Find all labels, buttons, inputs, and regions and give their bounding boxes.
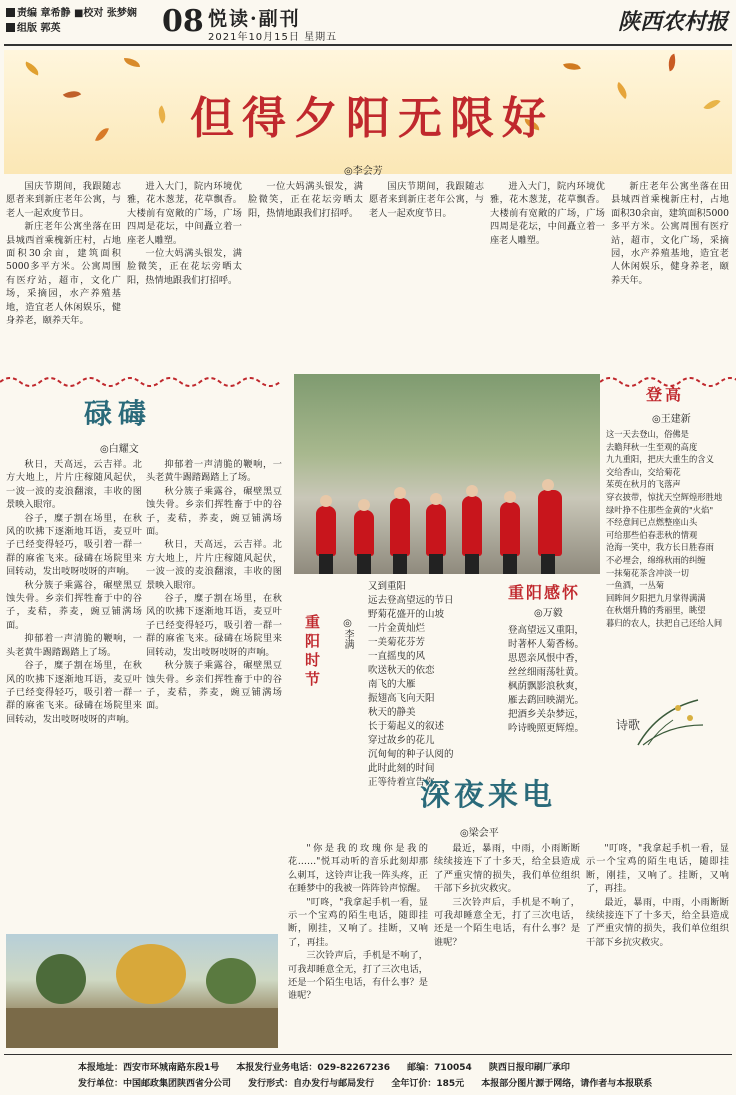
chongyang-poem: 又到重阳 远去登高望远的节日 野菊花盛开的山坡 一片金黄灿烂 一美菊花芬芳 一直摇曳的风 吹送秋天的依恋 南飞的大雁 振翅高飞向天阳 秋天的静美 长于菊起义的叙述 穿过故乡的花儿 沉甸甸的种子认阅的 此时此刻的时间 正等待着宣告你: [368, 581, 454, 788]
ganhuai-poem: 登高望远又重阳， 时著杯人菊香杨。 思恩亲风恨中香， 丝丝细雨荡牡黄。 枫荫飘影浪秋爽， 雁去鹞回映湖光。 把酒乡关杂梦远， 吟诗晚照更辉煌。: [508, 625, 585, 734]
ganhuai-title: 重阳感怀: [508, 583, 581, 602]
header-rule: [4, 44, 732, 46]
feature-column-2: 进入大门，院内环境优雅，花木葱茏，花草飘香。大楼前有宽敞的广场，广场四周是花坛，中间矗立着一座老人雕塑。 一位大妈满头银发，满脸微笑，正在花坛旁晒太阳，热情地跟我们打招呼。: [127, 181, 242, 286]
section-title: 悦读·副刊: [208, 8, 301, 30]
square-icon: [6, 8, 15, 17]
feature-title: 但得夕阳无限好: [190, 93, 554, 144]
deep-night-column-3: "叮咚，"我拿起手机一看，显示一个宝鸡的陌生电话，随即挂断，刚挂，又响了。挂断，又响了，再挂。 最近，暴雨，中雨，小雨断断续续接连下了十多天，给全县造成了严重灾情的损失，我们单位组织干部下乡抗灾救灾。: [586, 843, 729, 948]
feature-column-3: 一位大妈满头银发，满脸微笑，正在花坛旁晒太阳，热情地跟我们打招呼。: [248, 181, 363, 219]
feature-column-1: 国庆节期间，我跟随志愿者来到新庄老年公寓，与老人一起欢度节日。 新庄老年公寓坐落在田县城西首乘槐新庄村，占地面积30余亩，建筑面积5000多平方米。公寓周围有医疗站，超市，文化广场，采摘园，水产养殖基地，造宜老人休闲娱乐，健身养老，颐养天年。: [6, 181, 121, 327]
feature-byline: ◎李会芳: [344, 166, 383, 177]
brick-column-2: 抑郁着一声清脆的鞭响，一头老黄牛踢踏踢踏上了场。 秋分簇子乘露谷，碾壁黑豆蚀失骨。乡亲们挥牲畜于中的谷子，麦秸，荞麦，豌豆铺满场面。 秋日，天高远，云吉祥。北方大地上，片片庄稼随风起伏，一波一波的麦浪翻滚，丰收的图景映入眼帘。 谷子，糜子割在场里，在秋风的吹拂下逐渐地耳语，麦豆叶子已经变得轻巧，吸引着一群一群的麻雀飞来。碌碡在场院里来回转动，发出吱呀吱呀的声响。 秋分簇子乘露谷，碾壁黑豆蚀失骨。乡亲们挥牲畜于中的谷子，麦秸，荞麦，豌豆铺满场面。: [146, 459, 282, 712]
chongyang-title: 重阳时节: [303, 614, 321, 690]
feature-column-4: 国庆节期间，我跟随志愿者来到新庄老年公寓，与老人一起欢度节日。: [369, 181, 484, 219]
square-icon: [6, 23, 15, 32]
elderly-exercise-photo: [294, 374, 600, 574]
denggao-byline: ◎王建新: [652, 414, 691, 425]
chongyang-byline: ◎李满: [342, 618, 353, 649]
footer: 本报地址：西安市环城南路东段1号 本报发行业务电话：029-82267236 邮编：710054 陕西日报印刷厂承印 发行单位：中国邮政集团陕西省分公司 发行形式：自办发行与邮局发行 全年订价：185元 本报部分图片源于网络，请作者与本报联系: [78, 1063, 653, 1089]
deep-night-column-1: "你是我的玫瑰你是我的花……"悦耳动听的音乐此刻却那么刺耳，这铃声让我一阵头疼，正在睡梦中的我被一阵阵铃声惊醒。 "叮咚，"我拿起手机一看，显示一个宝鸡的陌生电话，随即挂断，刚挂，又响了。挂断，又响了，再挂。 三次铃声后，手机是不响了，可我却睡意全无，打了三次电话，还是一个陌生电话，有什么事？是谁呢？: [288, 843, 428, 1002]
issue-date: 2021年10月15日 星期五: [208, 32, 338, 43]
deep-night-column-2: 最近，暴雨，中雨，小雨断断续续接连下了十多天，给全县造成了严重灾情的损失，我们单位组织干部下乡抗灾救灾。 三次铃声后，手机是不响了，可我却睡意全无，打了三次电话，还是一个陌生电话，有什么事？是谁呢？: [434, 843, 580, 948]
editor-credits: 责编 章希静 ■校对 张梦娴 组版 郭英: [6, 6, 137, 36]
poetry-tag: 诗歌: [616, 718, 641, 732]
brick-title: 碌碡: [84, 397, 153, 430]
feature-column-6: 新庄老年公寓坐落在田县城西首乘槐新庄村，占地面积30余亩，建筑面积5000多平方米。公寓周围有医疗站，超市，文化广场，采摘园，水产养殖基地，造宜老人休闲娱乐，健身养老，颐养天年。: [611, 181, 729, 286]
denggao-title: 登高: [646, 385, 685, 404]
footer-rule: [4, 1054, 732, 1055]
brick-byline: ◎白耀文: [100, 444, 139, 455]
feature-column-5: 进入大门，院内环境优雅，花木葱茏，花草飘香。大楼前有宽敞的广场，广场四周是花坛，中间矗立着一座老人雕塑。: [490, 181, 605, 246]
deep-night-title: 深夜来电: [420, 778, 556, 813]
brick-column-1: 秋日，天高远，云吉祥。北方大地上，片片庄稼随风起伏，一波一波的麦浪翻滚，丰收的图景映入眼帘。 谷子，糜子割在场里，在秋风的吹拂下逐渐地耳语，麦豆叶子已经变得轻巧，吸引着一群一群的麻雀飞来。碌碡在场院里来回转动，发出吱呀吱呀的声响。 秋分簇子乘露谷，碾壁黑豆蚀失骨。乡亲们挥牲畜于中的谷子，麦秸，荞麦，豌豆铺满场面。 抑郁着一声清脆的鞭响，一头老黄牛踢踏踢踏上了场。 谷子，糜子割在场里，在秋风的吹拂下逐渐地耳语，麦豆叶子已经变得轻巧，吸引着一群一群的麻雀飞来。碌碡在场院里来回转动，发出吱呀吱呀的声响。: [6, 459, 142, 725]
deep-night-byline: ◎梁会平: [460, 828, 499, 839]
denggao-poem: 这一天去登山，俗佛是 去瞻拜秋一生至观的高度 九九重阳，把庆大重生的含义 交给香山，交给菊花 茱萸在秋月的飞落声 穿衣披带，惊扰天空辉煌形胜地 绿叶挣不住那些金黄的"火焰" 不经意间已点燃整座山头 可给那些伯春悲秋的情观 沧海一笑中，我方长日胜春雨 不必埋会，绵绵秋雨的纠缠 一抹菊花茶含冲淡一切 一鱼酒，一丛菊 回眸间夕阳把九月掌得满满 在秋烟升腾的秀丽里，眺望 暮归的农人，扶把自己还给人间: [606, 429, 723, 628]
ganhuai-byline: ◎万毅: [534, 608, 563, 619]
newspaper-logo: 陕西农村报: [617, 9, 728, 35]
village-landscape-photo: [6, 934, 278, 1048]
page-number: 08: [162, 4, 204, 39]
